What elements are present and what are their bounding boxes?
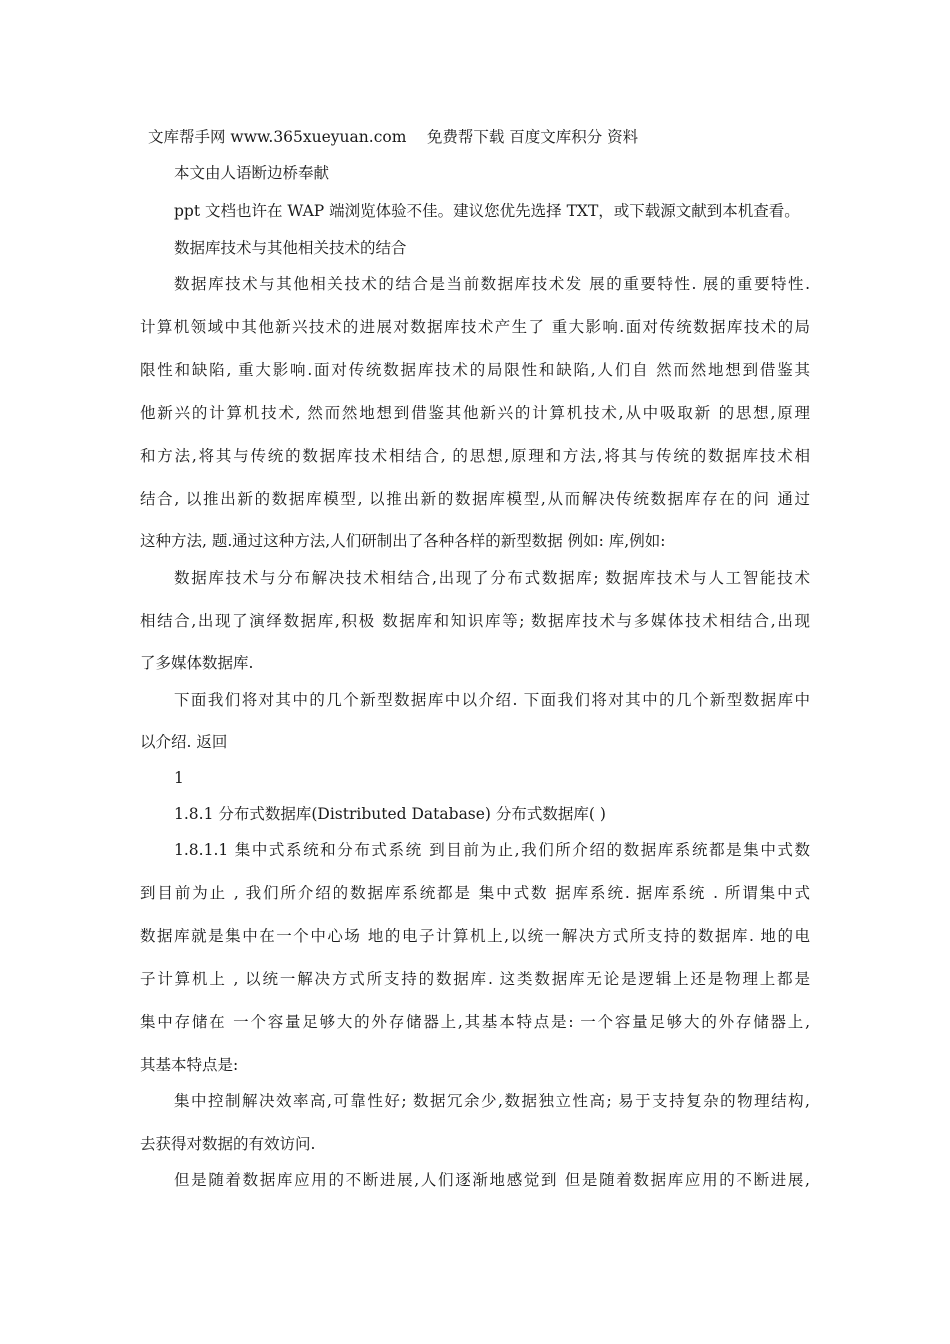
header-line: 文库帮手网 www.365xueyuan.com 免费帮下载 百度文库积分 资料: [148, 128, 639, 146]
paragraph-line: 限性和缺陷, 重大影响.面对传统数据库技术的局限性和缺陷,人们自 然而然地想到借鉴其: [140, 361, 810, 379]
paragraph-line: 以介绍. 返回: [140, 733, 228, 751]
paragraph-line: 他新兴的计算机技术, 然而然地想到借鉴其他新兴的计算机技术,从中吸取新 的思想,原理: [140, 404, 810, 422]
paragraph-line: 集中控制解决效率高,可靠性好; 数据冗余少,数据独立性高; 易于支持复杂的物理结构,: [174, 1092, 810, 1110]
paragraph-line: 结合, 以推出新的数据库模型, 以推出新的数据库模型,从而解决传统数据库存在的问 通过: [140, 490, 810, 508]
paragraph-line: 1.8.1.1 集中式系统和分布式系统 到目前为止,我们所介绍的数据库系统都是集中式数: [174, 841, 810, 859]
paragraph-line: 去获得对数据的有效访问.: [140, 1135, 316, 1153]
paragraph-line: 数据库技术与其他相关技术的结合是当前数据库技术发 展的重要特性. 展的重要特性.: [174, 275, 810, 293]
paragraph-line: 了多媒体数据库.: [140, 654, 254, 672]
paragraph-line: 这种方法, 题.通过这种方法,人们研制出了各种各样的新型数据 例如: 库,例如:: [140, 532, 666, 550]
page-number: 1: [174, 769, 184, 787]
paragraph-line: 数据库就是集中在一个中心场 地的电子计算机上,以统一解决方式所支持的数据库. 地的电: [140, 927, 810, 945]
paragraph-line: 其基本特点是:: [140, 1056, 239, 1074]
document-title: 数据库技术与其他相关技术的结合: [174, 239, 407, 257]
paragraph-line: 下面我们将对其中的几个新型数据库中以介绍. 下面我们将对其中的几个新型数据库中: [174, 691, 810, 709]
paragraph-line: 集中存储在 一个容量足够大的外存储器上,其基本特点是: 一个容量足够大的外存储器上,: [140, 1013, 810, 1031]
paragraph-line: 和方法,将其与传统的数据库技术相结合, 的思想,原理和方法,将其与传统的数据库技术相: [140, 447, 810, 465]
paragraph-line: 子计算机上 , 以统一解决方式所支持的数据库. 这类数据库无论是逻辑上还是物理上都是: [140, 970, 810, 988]
paragraph-line: 计算机领域中其他新兴技术的进展对数据库技术产生了 重大影响.面对传统数据库技术的局: [140, 318, 810, 336]
paragraph-line: 但是随着数据库应用的不断进展,人们逐渐地感觉到 但是随着数据库应用的不断进展,: [174, 1171, 810, 1189]
contributor-line: 本文由人语断边桥奉献: [174, 164, 330, 182]
section-heading: 1.8.1 分布式数据库(Distributed Database) 分布式数据库( ): [174, 805, 606, 823]
paragraph-line: 数据库技术与分布解决技术相结合,出现了分布式数据库; 数据库技术与人工智能技术: [174, 569, 810, 587]
notice-line: ppt 文档也许在 WAP 端浏览体验不佳。建议您优先选择 TXT，或下载源文献到本机查看。: [174, 202, 800, 220]
paragraph-line: 到目前为止 , 我们所介绍的数据库系统都是 集中式数 据库系统. 据库系统 . 所谓集中式: [140, 884, 810, 902]
paragraph-line: 相结合,出现了演绎数据库,积极 数据库和知识库等; 数据库技术与多媒体技术相结合,出现: [140, 612, 810, 630]
